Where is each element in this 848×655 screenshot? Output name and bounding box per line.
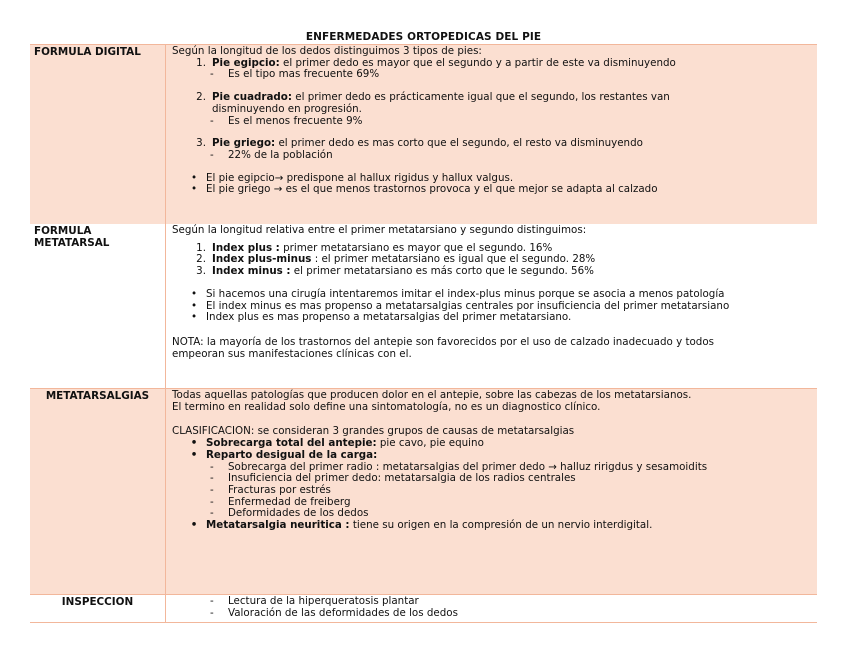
digital-item-3-sub: - 22% de la población <box>210 148 333 161</box>
metatarsal-intro: Según la longitud relativa entre el primer metatarsiano y segundo distinguimos: <box>172 224 587 236</box>
metatarsal-bullet-3: • Index plus es mas propenso a metatarsalgias del primer metatarsiano. <box>190 311 572 324</box>
digital-bullet-2: • El pie griego → es el que menos trastornos provoca y el que mejor se adapta al calzado <box>190 183 658 196</box>
metatarsal-note-1: NOTA: la mayoría de los trastornos del antepie son favorecidos por el uso de calzado inadecuado y todos <box>172 335 714 348</box>
metatarsalgias-bullet-3: • Metatarsalgia neuritica : tiene su origen en la compresión de un nervio interdigital. <box>190 519 653 532</box>
digital-item-2: 2. Pie cuadrado: el primer dedo es prácticamente igual que el segundo, los restantes van <box>196 91 670 104</box>
metatarsal-note-2: empeoran sus manifestaciones clínicas con el. <box>172 347 412 360</box>
metatarsalgias-sub-5: - Deformidades de los dedos <box>210 507 369 520</box>
row-label-formula-metatarsal: FORMULA METATARSAL <box>30 224 166 388</box>
metatarsal-bullet-1: • Si hacemos una cirugía intentaremos imitar el index-plus minus porque se asocia a menos patología <box>190 287 725 300</box>
metatarsal-bullet-2: • El index minus es mas propenso a metatarsalgias centrales por insuficiencia del primer metatarsiano <box>190 299 730 312</box>
row-metatarsalgias <box>30 389 817 595</box>
digital-item-2-sub: - Es el menos frecuente 9% <box>210 114 363 127</box>
metatarsalgias-sub-2: - Insuficiencia del primer dedo: metatarsalgia de los radios centrales <box>210 472 576 485</box>
row-content-inspeccion <box>172 596 813 619</box>
metatarsal-item-1: 1. Index plus : primer metatarsiano es mayor que el segundo. 16% <box>196 241 553 254</box>
metatarsalgias-p2: El termino en realidad solo define una sintomatología, no es un diagnostico clínico. <box>172 400 601 413</box>
row-content-formula-metatarsal <box>172 225 813 360</box>
metatarsalgias-sub-1: - Sobrecarga del primer radio : metatarsalgias del primer dedo → halluz ririgdus y sesamoidits <box>210 460 708 473</box>
metatarsalgias-bullet-1: • Sobrecarga total del antepie: pie cavo, pie equino <box>190 437 484 450</box>
row-content-formula-digital <box>172 46 813 196</box>
digital-item-3: 3. Pie griego: el primer dedo es mas corto que el segundo, el resto va disminuyendo <box>196 137 643 150</box>
row-formula-digital <box>30 44 817 225</box>
metatarsal-item-3: 3. Index minus : el primer metatarsiano es más corto que le segundo. 56% <box>196 265 594 278</box>
digital-intro: Según la longitud de los dedos distinguimos 3 tipos de pies: <box>172 45 482 57</box>
metatarsal-item-2: 2. Index plus-minus : el primer metatarsiano es igual que el segundo. 28% <box>196 253 596 266</box>
row-label-formula-digital: FORMULA DIGITAL <box>30 45 166 224</box>
metatarsalgias-p1: Todas aquellas patologías que producen dolor en el antepie, sobre las cabezas de los metatarsianos. <box>172 389 692 401</box>
digital-item-1: 1. Pie egipcio: el primer dedo es mayor que el segundo y a partir de este va disminuyendo <box>196 56 676 69</box>
inspeccion-sub-2: - Valoración de las deformidades de los dedos <box>210 606 458 619</box>
row-label-metatarsalgias: METATARSALGIAS <box>30 389 166 594</box>
row-label-inspeccion: INSPECCION <box>30 595 166 622</box>
document-title: ENFERMEDADES ORTOPEDICAS DEL PIE <box>305 31 542 43</box>
metatarsalgias-sub-4: - Enfermedad de freiberg <box>210 495 351 508</box>
digital-item-2-cont: disminuyendo en progresión. <box>212 102 362 115</box>
digital-bullet-1: • El pie egipcio→ predispone al hallux rigidus y hallux valgus. <box>190 171 514 184</box>
row-content-metatarsalgias <box>172 390 813 532</box>
row-inspeccion <box>30 595 817 623</box>
row-formula-metatarsal <box>30 224 817 389</box>
inspeccion-sub-1: - Lectura de la hiperqueratosis plantar <box>210 595 419 607</box>
metatarsalgias-clasificacion: CLASIFICACION: se consideran 3 grandes grupos de causas de metatarsalgias <box>172 425 575 438</box>
metatarsalgias-bullet-2: • Reparto desigual de la carga: <box>190 448 378 461</box>
digital-item-1-sub: - Es el tipo mas frecuente 69% <box>210 68 380 81</box>
metatarsalgias-sub-3: - Fracturas por estrés <box>210 483 331 496</box>
